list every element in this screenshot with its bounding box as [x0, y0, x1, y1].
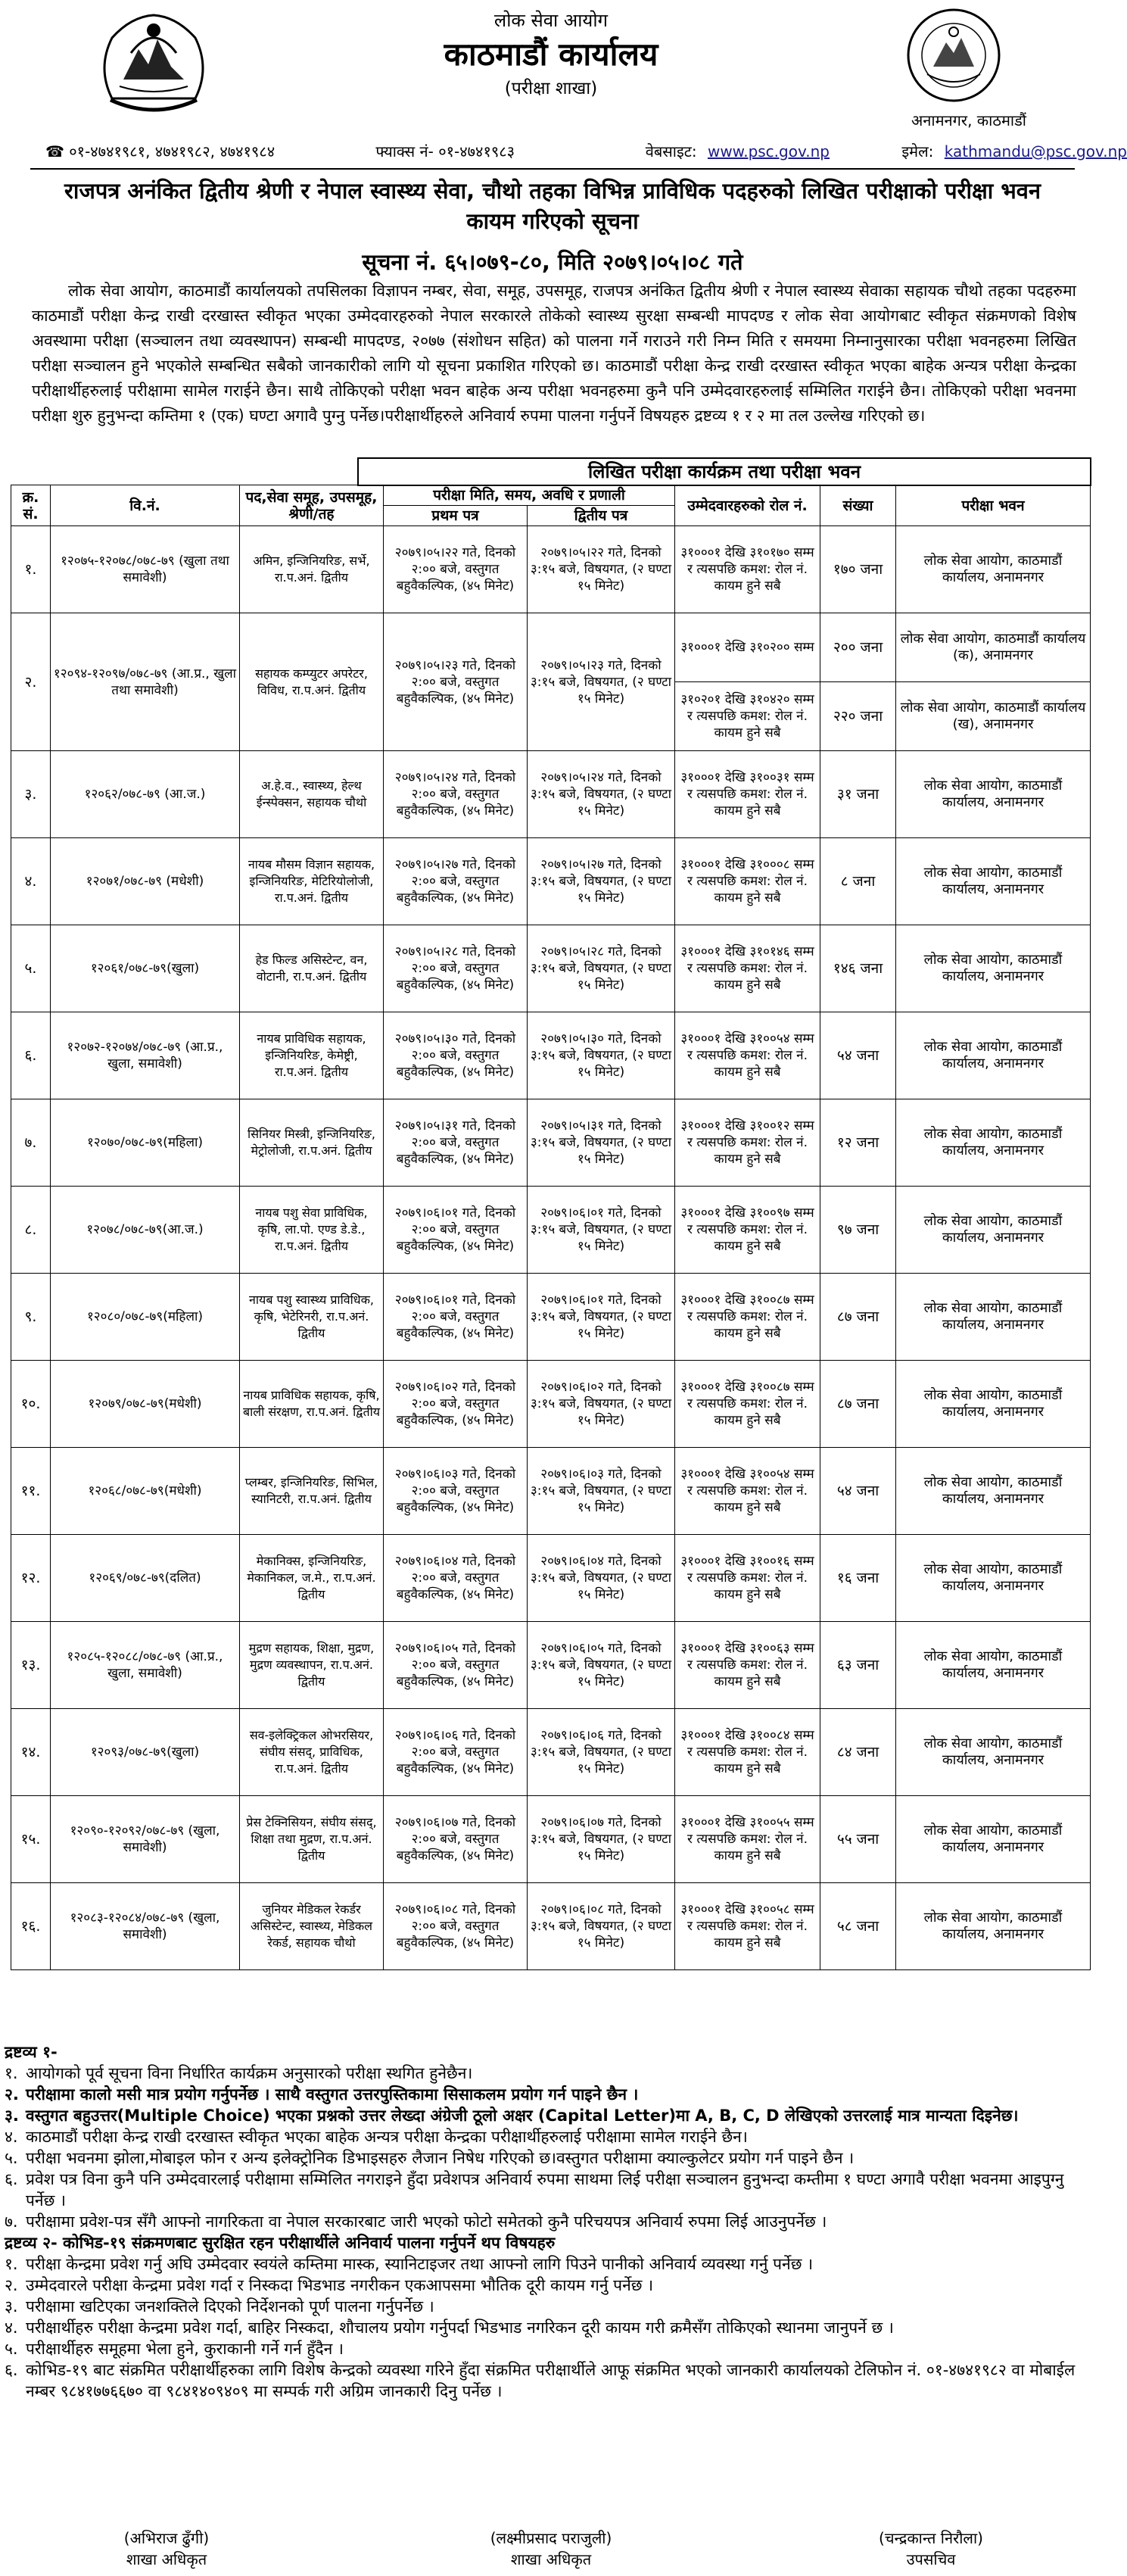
cell-paper1: २०७९।०५।३१ गते, दिनको २:०० बजे, वस्तुगत बहुवैकल्पिक, (४५ मिनेट) [384, 1099, 528, 1187]
cell-sn: १०. [11, 1361, 51, 1448]
cell-venue: लोक सेवा आयोग, काठमाडौं कार्यालय (ख), अनामनगर [896, 682, 1091, 751]
table-row [11, 1099, 1091, 1187]
cell-venue: लोक सेवा आयोग, काठमाडौं कार्यालय, अनामनगर [896, 1012, 1091, 1099]
cell-sn: २. [11, 613, 51, 751]
col-header-sn: क्र. सं. [11, 485, 51, 526]
cell-count: ८७ जना [820, 1274, 896, 1361]
cell-count: २०० जना [820, 613, 896, 682]
cell-paper1: २०७९।०६।०७ गते, दिनको २:०० बजे, वस्तुगत बहुवैकल्पिक, (४५ मिनेट) [384, 1796, 528, 1883]
cell-venue: लोक सेवा आयोग, काठमाडौं कार्यालय, अनामनगर [896, 838, 1091, 925]
table-row [11, 1361, 1091, 1448]
note-text: परीक्षा केन्द्रमा प्रवेश गर्नु अघि उम्मेदवार स्वयंले कम्तिमा मास्क, स्यानिटाइजर तथा आफ्नो लागि पिउने पानीको अनिवार्य व्यवस्था गर्नु पर्नेछ । [26, 2255, 814, 2273]
signature-name: (चन्द्रकान्त निरौला) [879, 2529, 983, 2547]
cell-adv-no: १२०९४-१२०९७/०७८-७९ (आ.प्र., खुला तथा समावेशी) [51, 613, 240, 751]
cell-venue: लोक सेवा आयोग, काठमाडौं कार्यालय, अनामनगर [896, 1099, 1091, 1187]
cell-adv-no: १२०७५-१२०७८/०७८-७९ (खुला तथा समावेशी) [51, 526, 240, 613]
cell-adv-no: १२०६२/०७८-७९ (आ.ज.) [51, 751, 240, 838]
table-row [11, 838, 1091, 925]
note-number: ५. [5, 2340, 18, 2358]
cell-paper1: २०७९।०६।०१ गते, दिनको २:०० बजे, वस्तुगत बहुवैकल्पिक, (४५ मिनेट) [384, 1187, 528, 1274]
cell-paper1: २०७९।०६।०१ गते, दिनको २:०० बजे, वस्तुगत बहुवैकल्पिक, (४५ मिनेट) [384, 1274, 528, 1361]
col-header-paper1: प्रथम पत्र [384, 506, 528, 526]
website-link[interactable]: www.psc.gov.np [707, 142, 830, 161]
table-row [11, 1709, 1091, 1796]
note-text: वस्तुगत बहुउत्तर(Multiple Choice) भएका प्रश्नको उत्तर लेख्दा अंग्रेजी ठूलो अक्षर (Capital Letter)मा A, B, C, D लेखिएको उत्तरलाई मात्र मान्यता दिइनेछ। [26, 2107, 1019, 2125]
note-text: कोभिड-१९ बाट संक्रमित परीक्षार्थीहरुका लागि विशेष केन्द्रको व्यवस्था गरिने हुँदा संक्रमित परीक्षार्थीले आफू संक्रमित भएको जानकारी कार्यालयको टेलिफोन नं. ०१-४७४१९८२ वा मोबाईल नम्बर ९८४१७७६६७० वा ९८४१४०९४०९ मा सम्पर्क गरी अग्रिम जानकारी दिनु पर्नेछ । [26, 2361, 1076, 2400]
cell-paper2: २०७९।०६।०२ गते, दिनको ३:१५ बजे, विषयगत, (२ घण्टा १५ मिनेट) [528, 1361, 675, 1448]
signature-title: शाखा अधिकृत [510, 2550, 592, 2568]
note-text: परीक्षामा प्रवेश-पत्र सँगै आफ्नो नागरिकता वा नेपाल सरकारबाट जारी भएको फोटो समेतको कुनै परिचयपत्र अनिवार्य रुपमा लिई आउनुपर्नेछ । [26, 2213, 827, 2231]
cell-sn: १५. [11, 1796, 51, 1883]
col-header-roll: उम्मेदवारहरुको रोल नं. [675, 485, 820, 526]
title-line-1: राजपत्र अनंकित द्वितीय श्रेणी र नेपाल स्वास्थ्य सेवा, चौथो तहका विभिन्न प्राविधिक पदहरुको लिखित परीक्षाको परीक्षा भवन [64, 178, 1041, 204]
cell-adv-no: १२०८५-१२०८८/०७८-७९ (आ.प्र., खुला, समावेशी) [51, 1622, 240, 1709]
cell-paper1: २०७९।०६।०६ गते, दिनको २:०० बजे, वस्तुगत बहुवैकल्पिक, (४५ मिनेट) [384, 1709, 528, 1796]
col-header-count: संख्या [820, 485, 896, 526]
notice-body: लोक सेवा आयोग, काठमाडौं कार्यालयको तपसिलका विज्ञापन नम्बर, सेवा, समूह, उपसमूह, राजपत्र अनंकित द्वितीय श्रेणी र नेपाल स्वास्थ्य सेवाका सहायक चौथो तहका पदहरुमा काठमाडौं परीक्षा केन्द्र राखी दरखास्त स्वीकृत भएका उम्मेदवारहरुको नेपाल सरकारले तोकेको स्वास्थ्य सुरक्षा सम्बन्धी मापदण्ड र लोक सेवा आयोगबाट स्वीकृत संक्रमणको विशेष अवस्थामा परीक्षा (सञ्चालन तथा व्यवस्थापन) सम्बन्धी मापदण्ड, २०७७ (संशोधन सहित) को पालना गर्ने गराउने गरी निम्न मिति र समयमा निम्नानुसारका परीक्षा भवनहरुमा लिखित परीक्षा सञ्चालन हुने भएकोले सम्बन्धित सबैको जानकारीको लागि यो सूचना प्रकाशित गरिएको छ। काठमाडौं परीक्षा केन्द्र राखी दरखास्त स्वीकृत भएका बाहेक अन्यत्र परीक्षा केन्द्रका परीक्षार्थीहरुलाई परीक्षामा सामेल गराईने छैन। साथै तोकिएको परीक्षा भवन बाहेक अन्य परीक्षा भवनहरुमा कुनै पनि उम्मेदवारहरुलाई सम्मिलित गराईने छैन। तोकिएको परीक्षा भवनमा परीक्षा शुरु हुनुभन्दा कम्तिमा १ (एक) घण्टा अगावै पुग्नु पर्नेछ।परीक्षार्थीहरुले अनिवार्य रुपमा पालना गर्नुपर्ने विषयहरु द्रष्टव्य १ र २ मा तल उल्लेख गरिएको छ। [32, 282, 1076, 425]
cell-paper1: २०७९।०५।३० गते, दिनको २:०० बजे, वस्तुगत बहुवैकल्पिक, (४५ मिनेट) [384, 1012, 528, 1099]
cell-count: ५८ जना [820, 1883, 896, 1970]
cell-paper2: २०७९।०६।०४ गते, दिनको ३:१५ बजे, विषयगत, (२ घण्टा १५ मिनेट) [528, 1535, 675, 1622]
notes1-list [5, 2063, 1087, 2232]
note-number: २. [5, 2276, 18, 2294]
note-item [5, 2211, 1087, 2232]
table-row [11, 1448, 1091, 1535]
cell-venue: लोक सेवा आयोग, काठमाडौं कार्यालय (क), अनामनगर [896, 613, 1091, 682]
cell-adv-no: १२०९३/०७८-७९(खुला) [51, 1709, 240, 1796]
cell-paper2: २०७९।०५।३० गते, दिनको ३:१५ बजे, विषयगत, (२ घण्टा १५ मिनेट) [528, 1012, 675, 1099]
notes2-list [5, 2253, 1087, 2402]
cell-post: प्लम्बर, इन्जिनियरिङ, सिभिल, स्यानिटरी, रा.प.अनं. द्वितीय [240, 1448, 384, 1535]
note-item [5, 2126, 1087, 2147]
cell-adv-no: १२०९०-१२०९२/०७८-७९ (खुला, समावेशी) [51, 1796, 240, 1883]
note-item [5, 2063, 1087, 2084]
contact-line [45, 141, 1127, 161]
cell-roll: ३१०००१ देखि ३१००५५ सम्म र त्यसपछि कमश: रोल नं. कायम हुने सबै [675, 1796, 820, 1883]
cell-paper2: २०७९।०६।०१ गते, दिनको ३:१५ बजे, विषयगत, (२ घण्टा १५ मिनेट) [528, 1187, 675, 1274]
cell-post: मुद्रण सहायक, शिक्षा, मुद्रण, मुद्रण व्यवस्थापन, रा.प.अनं. द्वितीय [240, 1622, 384, 1709]
notes-section [5, 2041, 1087, 2402]
cell-paper2: २०७९।०५।२३ गते, दिनको ३:१५ बजे, विषयगत, (२ घण्टा १५ मिनेट) [528, 613, 675, 751]
email-label: इमेल: [901, 142, 934, 161]
phone-numbers: ☎ ०१-४७४१९८१, ४७४१९८२, ४७४१९८४ [45, 142, 276, 161]
cell-paper1: २०७९।०६।०८ गते, दिनको २:०० बजे, वस्तुगत बहुवैकल्पिक, (४५ मिनेट) [384, 1883, 528, 1970]
table-row [11, 1622, 1091, 1709]
cell-count: ३१ जना [820, 751, 896, 838]
cell-roll: ३१०००१ देखि ३१००८४ सम्म र त्यसपछि कमश: रोल नं. कायम हुने सबै [675, 1709, 820, 1796]
cell-adv-no: १२०६१/०७८-७९(खुला) [51, 925, 240, 1012]
signature-block [68, 2528, 265, 2570]
cell-paper2: २०७९।०५।२८ गते, दिनको ३:१५ बजे, विषयगत, (२ घण्टा १५ मिनेट) [528, 925, 675, 1012]
cell-count: ८७ जना [820, 1361, 896, 1448]
cell-paper2: २०७९।०६।०७ गते, दिनको ३:१५ बजे, विषयगत, (२ घण्टा १५ मिनेट) [528, 1796, 675, 1883]
table-row [11, 1187, 1091, 1274]
cell-paper2: २०७९।०५।२४ गते, दिनको ३:१५ बजे, विषयगत, (२ घण्टा १५ मिनेट) [528, 751, 675, 838]
note-item [5, 2147, 1087, 2169]
table-row [11, 1883, 1091, 1970]
cell-sn: ३. [11, 751, 51, 838]
cell-post: नायब प्राविधिक सहायक, इन्जिनियरिङ, केमेष्ट्री, रा.प.अनं. द्वितीय [240, 1012, 384, 1099]
cell-paper1: २०७९।०६।०४ गते, दिनको २:०० बजे, वस्तुगत बहुवैकल्पिक, (४५ मिनेट) [384, 1535, 528, 1622]
cell-paper1: २०७९।०६।०५ गते, दिनको २:०० बजे, वस्तुगत बहुवैकल्पिक, (४५ मिनेट) [384, 1622, 528, 1709]
header-block [325, 8, 777, 101]
cell-adv-no: १२०७९/०७८-७९(मधेशी) [51, 1361, 240, 1448]
cell-count: ५४ जना [820, 1012, 896, 1099]
cell-adv-no: १२०८३-१२०८४/०७८-७९ (खुला, समावेशी) [51, 1883, 240, 1970]
cell-sn: १३. [11, 1622, 51, 1709]
table-row [11, 1274, 1091, 1361]
website-label: वेबसाइट: [645, 142, 697, 161]
cell-venue: लोक सेवा आयोग, काठमाडौं कार्यालय, अनामनगर [896, 925, 1091, 1012]
note-text: काठमाडौं परीक्षा केन्द्र राखी दरखास्त स्वीकृत भएका बाहेक अन्यत्र परीक्षा केन्द्रका परीक्षार्थीहरुलाई परीक्षामा सामेल गराईने छैन। [26, 2128, 748, 2146]
cell-post: नायब पशु स्वास्थ्य प्राविधिक, कृषि, भेटेरिनरी, रा.प.अनं. द्वितीय [240, 1274, 384, 1361]
cell-post: नायब मौसम विज्ञान सहायक, इन्जिनियरिङ, मेटिरियोलोजी, रा.प.अनं. द्वितीय [240, 838, 384, 925]
cell-count: ६३ जना [820, 1622, 896, 1709]
cell-sn: १६. [11, 1883, 51, 1970]
cell-sn: १२. [11, 1535, 51, 1622]
cell-count: १४६ जना [820, 925, 896, 1012]
cell-paper2: २०७९।०६।०१ गते, दिनको ३:१५ बजे, विषयगत, (२ घण्टा १५ मिनेट) [528, 1274, 675, 1361]
cell-roll: ३१०००१ देखि ३१००५४ सम्म र त्यसपछि कमश: रोल नं. कायम हुने सबै [675, 1012, 820, 1099]
cell-venue: लोक सेवा आयोग, काठमाडौं कार्यालय, अनामनगर [896, 1187, 1091, 1274]
cell-roll: ३१०००१ देखि ३१००३१ सम्म र त्यसपछि कमश: रोल नं. कायम हुने सबै [675, 751, 820, 838]
cell-sn: ४. [11, 838, 51, 925]
cell-adv-no: १२०८०/०७८-७९(महिला) [51, 1274, 240, 1361]
cell-adv-no: १२०६८/०७८-७९(मधेशी) [51, 1448, 240, 1535]
table-row [11, 751, 1091, 838]
cell-roll: ३१०००१ देखि ३१०२०० सम्म [675, 613, 820, 682]
note-number: ६. [5, 2170, 18, 2188]
cell-sn: ११. [11, 1448, 51, 1535]
table-row [11, 613, 1091, 682]
cell-post: सहायक कम्प्युटर अपरेटर, विविध, रा.प.अनं. द्वितीय [240, 613, 384, 751]
cell-roll: ३१०००१ देखि ३१०१४६ सम्म र त्यसपछि कमश: रोल नं. कायम हुने सबै [675, 925, 820, 1012]
signature-block [453, 2528, 649, 2570]
note-text: प्रवेश पत्र विना कुनै पनि उम्मेदवारलाई परीक्षामा सम्मिलित नगराइने हुँदा प्रवेशपत्र अनिवार्य रुपमा साथमा लिई परीक्षा सञ्चालन हुनुभन्दा कम्तीमा १ घण्टा अगावै परीक्षा भवनमा आइपुग्नु पर्नेछ । [26, 2170, 1064, 2210]
signature-title: उपसचिव [906, 2550, 956, 2568]
cell-paper2: २०७९।०५।३१ गते, दिनको ३:१५ बजे, विषयगत, (२ घण्टा १५ मिनेट) [528, 1099, 675, 1187]
note-number: १. [5, 2064, 18, 2082]
cell-venue: लोक सेवा आयोग, काठमाडौं कार्यालय, अनामनगर [896, 751, 1091, 838]
cell-roll: ३१०००१ देखि ३१००८७ सम्म र त्यसपछि कमश: रोल नं. कायम हुने सबै [675, 1274, 820, 1361]
cell-roll: ३१०००१ देखि ३१००१६ सम्म र त्यसपछि कमश: रोल नं. कायम हुने सबै [675, 1535, 820, 1622]
signature-name: (अभिराज ढुँगी) [123, 2529, 210, 2547]
cell-post: सिनियर मिस्त्री, इन्जिनियरिङ, मेट्रोलोजी, रा.प.अनं. द्वितीय [240, 1099, 384, 1187]
cell-paper2: २०७९।०५।२२ गते, दिनको ३:१५ बजे, विषयगत, (२ घण्टा १५ मिनेट) [528, 526, 675, 613]
note-number: १. [5, 2255, 18, 2273]
cell-count: ८ जना [820, 838, 896, 925]
cell-post: मेकानिक्स, इन्जिनियरिङ, मेकानिकल, ज.मे., रा.प.अनं. द्वितीय [240, 1535, 384, 1622]
cell-adv-no: १२०७८/०७८-७९(आ.ज.) [51, 1187, 240, 1274]
notice-number: सूचना नं. ६५।०७९-८०, मिति २०७९।०५।०८ गते [362, 249, 743, 275]
note-text: परीक्षा भवनमा झोला,मोबाइल फोन र अन्य इलेक्ट्रोनिक डिभाइसहरु लैजान निषेध गरिएको छ।वस्तुगत परीक्षामा क्याल्कुलेटर प्रयोग गर्न पाइने छैन । [26, 2149, 855, 2167]
table-row [11, 1535, 1091, 1622]
cell-paper1: २०७९।०५।२८ गते, दिनको २:०० बजे, वस्तुगत बहुवैकल्पिक, (४५ मिनेट) [384, 925, 528, 1012]
office-name: काठमाडौं कार्यालय [444, 36, 658, 73]
cell-adv-no: १२०७२-१२०७४/०७८-७९ (आ.प्र., खुला, समावेशी) [51, 1012, 240, 1099]
table-row [11, 925, 1091, 1012]
signatures [0, 2528, 1102, 2573]
note-number: ५. [5, 2149, 18, 2167]
signature-block [833, 2528, 1029, 2570]
cell-venue: लोक सेवा आयोग, काठमाडौं कार्यालय, अनामनगर [896, 1883, 1091, 1970]
cell-paper1: २०७९।०६।०३ गते, दिनको २:०० बजे, वस्तुगत बहुवैकल्पिक, (४५ मिनेट) [384, 1448, 528, 1535]
email-link[interactable]: kathmandu@psc.gov.np [944, 142, 1127, 161]
note-text: परीक्षामा कालो मसी मात्र प्रयोग गर्नुपर्नेछ । साथै वस्तुगत उत्तरपुस्तिकामा सिसाकलम प्रयोग गर्न पाइने छैन । [26, 2085, 639, 2104]
psc-seal-icon [904, 6, 1003, 104]
table-row [11, 1012, 1091, 1099]
cell-adv-no: १२०७०/०७८-७९(महिला) [51, 1099, 240, 1187]
cell-paper1: २०७९।०५।२७ गते, दिनको २:०० बजे, वस्तुगत बहुवैकल्पिक, (४५ मिनेट) [384, 838, 528, 925]
cell-roll: ३१०००१ देखि ३१००९७ सम्म र त्यसपछि कमश: रोल नं. कायम हुने सबै [675, 1187, 820, 1274]
cell-sn: ५. [11, 925, 51, 1012]
cell-count: ५५ जना [820, 1796, 896, 1883]
cell-roll: ३१०००१ देखि ३१००१२ सम्म र त्यसपछि कमश: रोल नं. कायम हुने सबै [675, 1099, 820, 1187]
note-number: ४. [5, 2319, 18, 2337]
signature-name: (लक्ष्मीप्रसाद पराजुली) [490, 2529, 612, 2547]
cell-roll: ३१०००१ देखि ३१००५४ सम्म र त्यसपछि कमश: रोल नं. कायम हुने सबै [675, 1448, 820, 1535]
table-header-row [11, 485, 1091, 506]
note-item [5, 2275, 1087, 2296]
cell-adv-no: १२०६९/०७८-७९(दलित) [51, 1535, 240, 1622]
note-text: आयोगको पूर्व सूचना विना निर्धारित कार्यक्रम अनुसारको परीक्षा स्थगित हुनेछैन। [26, 2064, 473, 2082]
cell-venue: लोक सेवा आयोग, काठमाडौं कार्यालय, अनामनगर [896, 1274, 1091, 1361]
note-number: ४. [5, 2128, 18, 2146]
note-item [5, 2296, 1087, 2317]
cell-paper2: २०७९।०६।०६ गते, दिनको ३:१५ बजे, विषयगत, (२ घण्टा १५ मिनेट) [528, 1709, 675, 1796]
signature-title: शाखा अधिकृत [126, 2550, 207, 2568]
col-header-venue: परीक्षा भवन [896, 485, 1091, 526]
table-row [11, 1796, 1091, 1883]
cell-roll: ३१०००१ देखि ३१०००८ सम्म र त्यसपछि कमश: रोल नं. कायम हुने सबै [675, 838, 820, 925]
cell-venue: लोक सेवा आयोग, काठमाडौं कार्यालय, अनामनगर [896, 1535, 1091, 1622]
note-text: परीक्षार्थीहरु परीक्षा केन्द्रमा प्रवेश गर्दा, बाहिर निस्कदा, शौचालय प्रयोग गर्नुपर्दा भिडभाड नगरिकन दूरी कायम गरी क्रमैसँग तोकिएको स्थानमा जानुपर्ने छ । [26, 2319, 894, 2337]
cell-sn: ९. [11, 1274, 51, 1361]
cell-roll: ३१०००१ देखि ३१००६३ सम्म र त्यसपछि कमश: रोल नं. कायम हुने सबै [675, 1622, 820, 1709]
org-name: लोक सेवा आयोग [493, 10, 609, 31]
cell-paper1: २०७९।०५।२३ गते, दिनको २:०० बजे, वस्तुगत बहुवैकल्पिक, (४५ मिनेट) [384, 613, 528, 751]
exam-schedule-table [11, 485, 1091, 1970]
cell-paper1: २०७९।०५।२४ गते, दिनको २:०० बजे, वस्तुगत बहुवैकल्पिक, (४५ मिनेट) [384, 751, 528, 838]
cell-post: जुनियर मेडिकल रेकर्डर असिस्टेन्ट, स्वास्थ्य, मेडिकल रेकर्ड, सहायक चौथो [240, 1883, 384, 1970]
office-address: अनामनगर, काठमाडौं [911, 111, 1026, 129]
note-number: ३. [5, 2107, 19, 2125]
cell-roll: ३१०००१ देखि ३१००५८ सम्म र त्यसपछि कमश: रोल नं. कायम हुने सबै [675, 1883, 820, 1970]
cell-paper1: २०७९।०५।२२ गते, दिनको २:०० बजे, वस्तुगत बहुवैकल्पिक, (४५ मिनेट) [384, 526, 528, 613]
note-number: ७. [5, 2213, 18, 2231]
cell-paper1: २०७९।०६।०२ गते, दिनको २:०० बजे, वस्तुगत बहुवैकल्पिक, (४५ मिनेट) [384, 1361, 528, 1448]
cell-roll: ३१०२०१ देखि ३१०४२० सम्म र त्यसपछि कमश: रोल नं. कायम हुने सबै [675, 682, 820, 751]
note-number: ३. [5, 2297, 18, 2316]
notice-title [23, 176, 1082, 236]
cell-count: १७० जना [820, 526, 896, 613]
cell-count: ५४ जना [820, 1448, 896, 1535]
nepal-emblem-icon [89, 8, 218, 121]
cell-paper2: २०७९।०६।०५ गते, दिनको ३:१५ बजे, विषयगत, (२ घण्टा १५ मिनेट) [528, 1622, 675, 1709]
cell-roll: ३१०००१ देखि ३१००८७ सम्म र त्यसपछि कमश: रोल नं. कायम हुने सबै [675, 1361, 820, 1448]
note-item [5, 2359, 1087, 2402]
note-number: २. [5, 2085, 19, 2104]
col-header-post: पद,सेवा समूह, उपसमूह, श्रेणी/तह [240, 485, 384, 526]
title-line-2: कायम गरिएको सूचना [466, 208, 639, 234]
note-text: परीक्षार्थीहरु समूहमा भेला हुने, कुराकानी गर्ने गर्न हुँदैन । [26, 2340, 344, 2358]
note-text: परीक्षामा खटिएका जनशक्तिले दिएको निर्देशनको पूर्ण पालना गर्नुपर्नेछ । [26, 2297, 434, 2316]
note-text: उम्मेदवारले परीक्षा केन्द्रमा प्रवेश गर्दा र निस्कदा भिडभाड नगरीकन एकआपसमा भौतिक दूरी कायम गर्नु पर्नेछ । [26, 2276, 654, 2294]
cell-count: ९७ जना [820, 1187, 896, 1274]
fax-number: फ्याक्स नं- ०१-४७४१९८३ [375, 142, 515, 161]
cell-count: २२० जना [820, 682, 896, 751]
branch-name: (परीक्षा शाखा) [504, 79, 598, 98]
cell-sn: ७. [11, 1099, 51, 1187]
cell-paper2: २०७९।०५।२७ गते, दिनको ३:१५ बजे, विषयगत, (२ घण्टा १५ मिनेट) [528, 838, 675, 925]
cell-venue: लोक सेवा आयोग, काठमाडौं कार्यालय, अनामनगर [896, 1361, 1091, 1448]
cell-sn: ८. [11, 1187, 51, 1274]
cell-venue: लोक सेवा आयोग, काठमाडौं कार्यालय, अनामनगर [896, 1622, 1091, 1709]
note-item [5, 2169, 1087, 2211]
note-item [5, 2338, 1087, 2359]
cell-sn: १४. [11, 1709, 51, 1796]
cell-paper2: २०७९।०६।०८ गते, दिनको ३:१५ बजे, विषयगत, (२ घण्टा १५ मिनेट) [528, 1883, 675, 1970]
notes2-heading: द्रष्टव्य २- कोभिड-१९ संक्रमणबाट सुरक्षित रहन परीक्षार्थीले अनिवार्य पालना गर्नुपर्ने थप विषयहरु [5, 2234, 556, 2252]
cell-post: नायब प्राविधिक सहायक, कृषि, बाली संरक्षण, रा.प.अनं. द्वितीय [240, 1361, 384, 1448]
cell-adv-no: १२०७१/०७८-७९ (मधेशी) [51, 838, 240, 925]
cell-venue: लोक सेवा आयोग, काठमाडौं कार्यालय, अनामनगर [896, 526, 1091, 613]
cell-sn: ६. [11, 1012, 51, 1099]
note-item [5, 2084, 1087, 2105]
cell-post: प्रेस टेक्निसियन, संघीय संसद्, शिक्षा तथा मुद्रण, रा.प.अनं. द्वितीय [240, 1796, 384, 1883]
cell-paper2: २०७९।०६।०३ गते, दिनको ३:१५ बजे, विषयगत, (२ घण्टा १५ मिनेट) [528, 1448, 675, 1535]
cell-count: १६ जना [820, 1535, 896, 1622]
header-divider [30, 168, 1075, 170]
cell-post: अ.हे.व., स्वास्थ्य, हेल्थ ईन्स्पेक्सन, सहायक चौथो [240, 751, 384, 838]
note-number: ६. [5, 2361, 18, 2379]
cell-sn: १. [11, 526, 51, 613]
cell-post: हेड फिल्ड असिस्टेन्ट, वन, वोटानी, रा.प.अनं. द्वितीय [240, 925, 384, 1012]
cell-post: सव-इलेक्ट्रिकल ओभरसियर, संघीय संसद्, प्राविधिक, रा.प.अनं. द्वितीय [240, 1709, 384, 1796]
table-caption: लिखित परीक्षा कार्यक्रम तथा परीक्षा भवन [357, 457, 1091, 486]
notes1-heading: द्रष्टव्य १- [5, 2043, 58, 2061]
col-header-schedule: परीक्षा मिति, समय, अवधि र प्रणाली [384, 485, 675, 506]
note-item [5, 2105, 1087, 2126]
cell-count: ८४ जना [820, 1709, 896, 1796]
cell-post: अमिन, इन्जिनियरिङ, सर्भे, रा.प.अनं. द्वितीय [240, 526, 384, 613]
cell-count: १२ जना [820, 1099, 896, 1187]
cell-roll: ३१०००१ देखि ३१०१७० सम्म र त्यसपछि कमश: रोल नं. कायम हुने सबै [675, 526, 820, 613]
cell-venue: लोक सेवा आयोग, काठमाडौं कार्यालय, अनामनगर [896, 1448, 1091, 1535]
table-row [11, 526, 1091, 613]
col-header-paper2: द्वितीय पत्र [528, 506, 675, 526]
col-header-adv: वि.नं. [51, 485, 240, 526]
cell-venue: लोक सेवा आयोग, काठमाडौं कार्यालय, अनामनगर [896, 1796, 1091, 1883]
cell-venue: लोक सेवा आयोग, काठमाडौं कार्यालय, अनामनगर [896, 1709, 1091, 1796]
cell-post: नायब पशु सेवा प्राविधिक, कृषि, ला.पो. एण्ड डे.डे., रा.प.अनं. द्वितीय [240, 1187, 384, 1274]
note-item [5, 2253, 1087, 2275]
note-item [5, 2317, 1087, 2338]
